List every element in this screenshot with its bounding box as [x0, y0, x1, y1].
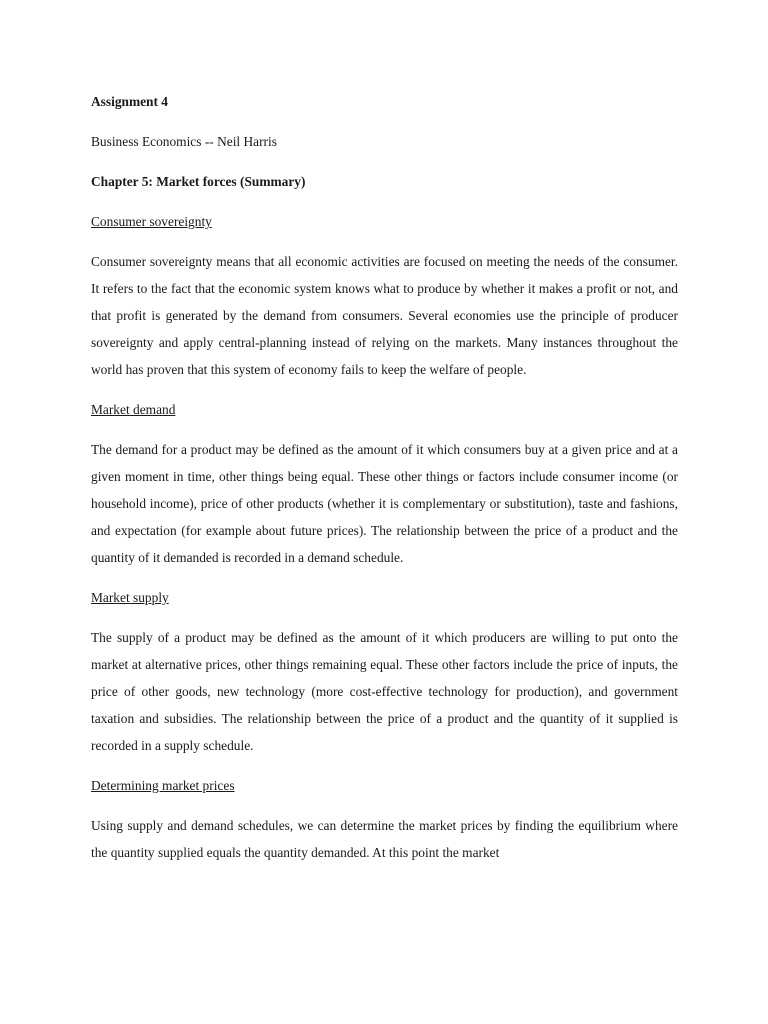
section-heading-determining-market-prices: Determining market prices	[91, 778, 235, 793]
document-page	[91, 88, 678, 866]
section-heading-consumer-sovereignty: Consumer sovereignty	[91, 214, 212, 229]
section-text-consumer-sovereignty: Consumer sovereignty means that all economic activities are focused on meeting the needs of the consumer. It refers to the fact that the economic system knows what to produce by whether it makes a profit or not, and that profit is generated by the demand from consumers. Several economies use the principle of producer sovereignty and apply central-planning instead of relying on the markets. Many instances throughout the world has proven that this system of economy fails to keep the welfare of people.	[91, 254, 678, 377]
section-heading-market-supply: Market supply	[91, 590, 169, 605]
document-title: Assignment 4	[91, 94, 169, 109]
section-heading-market-demand: Market demand	[91, 402, 176, 417]
chapter-heading: Chapter 5: Market forces (Summary)	[91, 174, 306, 189]
section-text-market-supply: The supply of a product may be defined as the amount of it which producers are willing to put onto the market at alternative prices, other things remaining equal. These other factors include the price of inputs, the price of other goods, new technology (more cost-effective technology for production), and government taxation and subsidies. The relationship between the price of a product and the quantity of it supplied is recorded in a supply schedule.	[91, 630, 678, 753]
section-text-market-demand: The demand for a product may be defined as the amount of it which consumers buy at a given price and at a given moment in time, other things being equal. These other things or factors include consumer income (or household income), price of other products (whether it is complementary or substitution), taste and fashions, and expectation (for example about future prices). The relationship between the price of a product and the quantity of it demanded is recorded in a demand schedule.	[91, 442, 678, 565]
section-text-determining-market-prices: Using supply and demand schedules, we can determine the market prices by finding the equilibrium where the quantity supplied equals the quantity demanded. At this point the market	[91, 818, 678, 860]
document-subtitle: Business Economics -- Neil Harris	[91, 134, 277, 149]
